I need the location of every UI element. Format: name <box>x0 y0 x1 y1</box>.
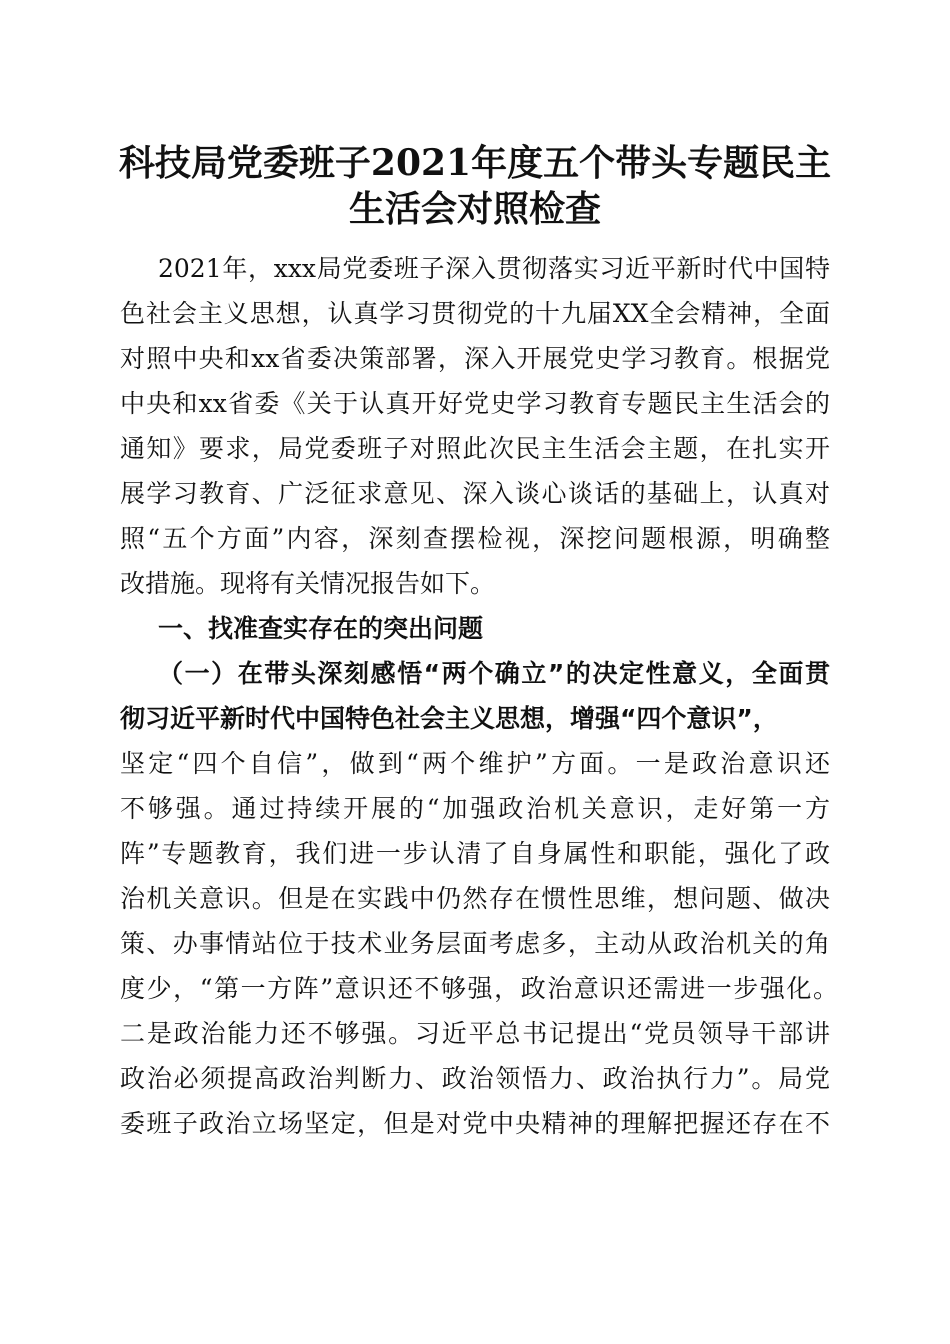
body-paragraph-line: 策、办事情站位于技术业务层面考虑多，主动从政治机关的角 <box>120 929 830 958</box>
body-paragraph-line: 不够强。通过持续开展的“加强政治机关意识，走好第一方 <box>120 794 830 823</box>
body-paragraph-line: 委班子政治立场坚定，但是对党中央精神的理解把握还存在不 <box>120 1109 830 1138</box>
body-paragraph-line: 阵”专题教育，我们进一步认清了自身属性和职能，强化了政 <box>120 839 830 868</box>
document-title-line-1: 科技局党委班子2021年度五个带头专题民主 <box>118 142 832 184</box>
intro-paragraph-line: 通知》要求，局党委班子对照此次民主生活会主题，在扎实开 <box>120 434 830 463</box>
intro-paragraph-line: 色社会主义思想，认真学习贯彻党的十九届XX全会精神，全面 <box>120 299 830 328</box>
intro-paragraph-line: 中央和xx省委《关于认真开好党史学习教育专题民主生活会的 <box>120 389 830 418</box>
body-paragraph-line: 治机关意识。但是在实践中仍然存在惯性思维，想问题、做决 <box>120 884 830 913</box>
subsection-heading-line: 彻习近平新时代中国特色社会主义思想，增强“四个意识”， <box>120 704 778 733</box>
body-paragraph-line: 度少，“第一方阵”意识还不够强，政治意识还需进一步强化。 <box>120 974 838 1003</box>
body-paragraph-line: 政治必须提高政治判断力、政治领悟力、政治执行力”。局党 <box>120 1064 830 1093</box>
body-paragraph-line: 二是政治能力还不够强。习近平总书记提出“党员领导干部讲 <box>120 1019 830 1048</box>
intro-paragraph-line: 照“五个方面”内容，深刻查摆检视，深挖问题根源，明确整 <box>120 524 830 553</box>
body-paragraph-line: 坚定“四个自信”，做到“两个维护”方面。一是政治意识还 <box>120 749 830 778</box>
section-heading: 一、找准查实存在的突出问题 <box>158 614 484 643</box>
intro-paragraph-line: 对照中央和xx省委决策部署，深入开展党史学习教育。根据党 <box>120 344 830 373</box>
document-title-line-2: 生活会对照检查 <box>348 188 601 230</box>
intro-paragraph-line: 改措施。现将有关情况报告如下。 <box>120 569 496 598</box>
subsection-heading-line: （一）在带头深刻感悟“两个确立”的决定性意义，全面贯 <box>158 659 830 688</box>
intro-paragraph-line: 2021年，xxx局党委班子深入贯彻落实习近平新时代中国特 <box>158 254 830 283</box>
intro-paragraph-line: 展学习教育、广泛征求意见、深入谈心谈话的基础上，认真对 <box>120 479 830 508</box>
